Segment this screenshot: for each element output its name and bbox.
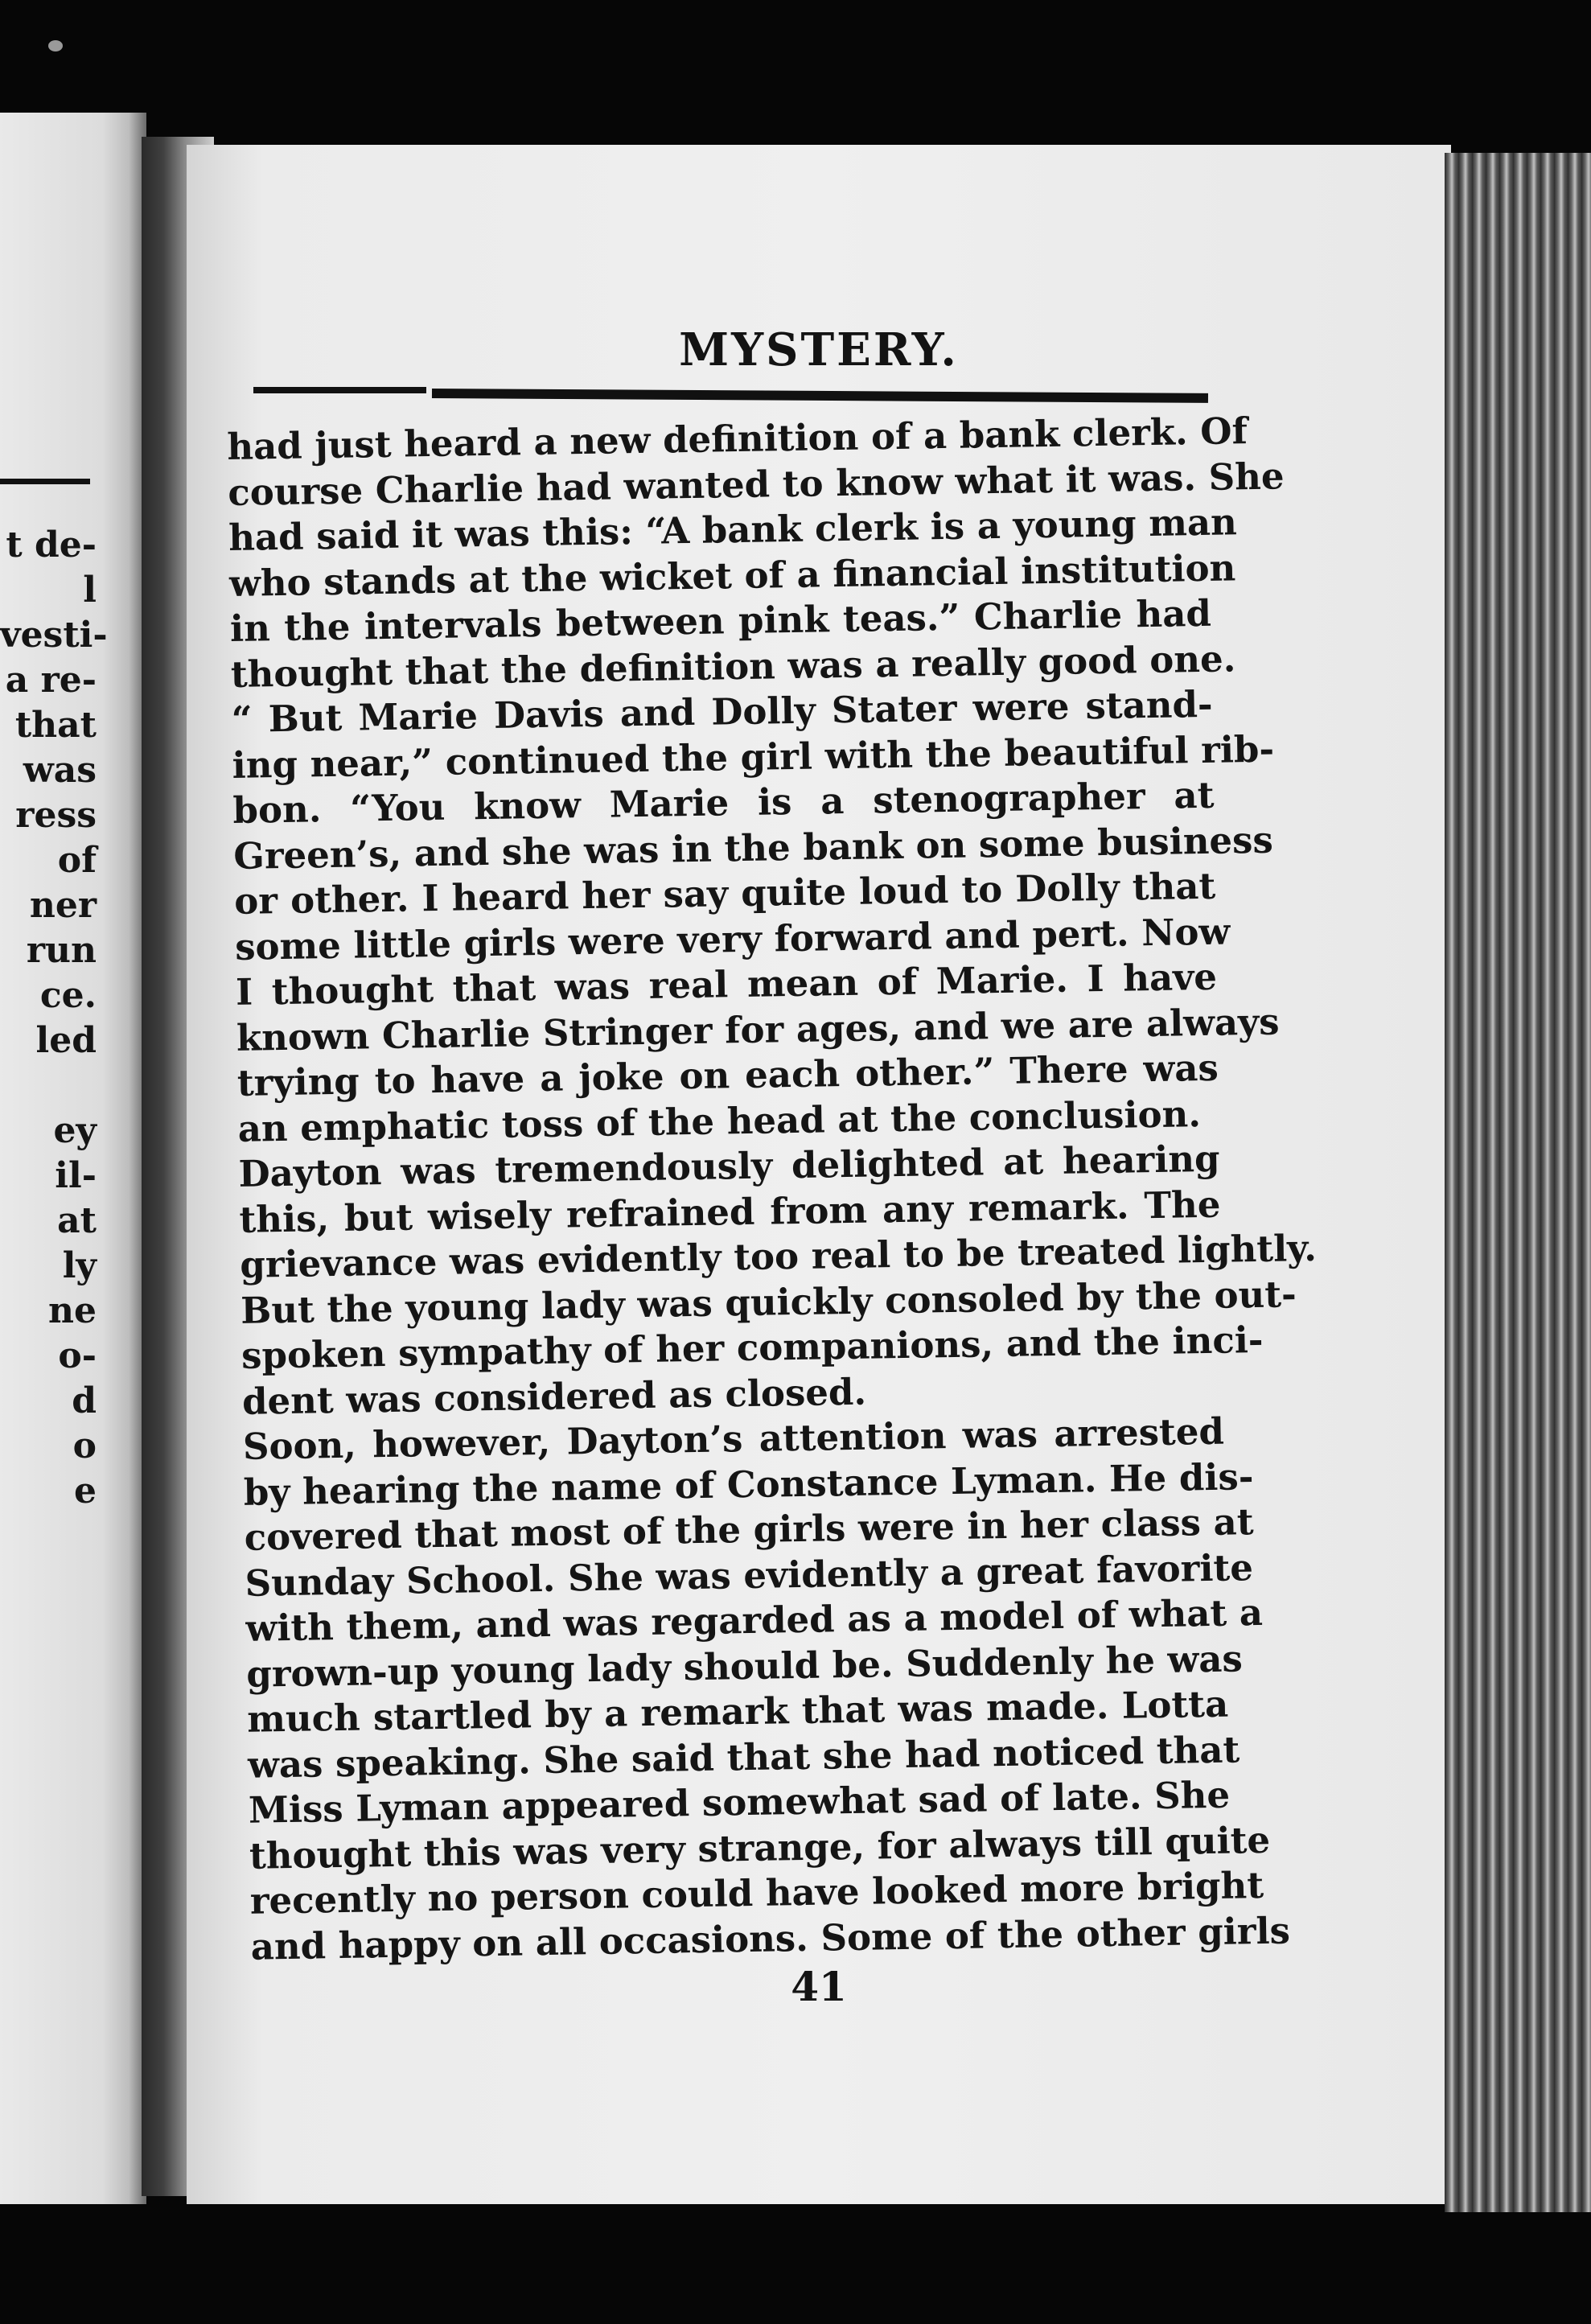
previous-page-fragment: o-	[58, 1335, 97, 1376]
text-line: in the intervals between pink teas.” Charlie had	[229, 591, 1212, 650]
previous-page-fragment: ce.	[39, 975, 97, 1016]
previous-page-fragment: ress	[15, 795, 97, 836]
previous-page-fragment: ner	[29, 885, 97, 926]
previous-page-fragment: il-	[55, 1155, 97, 1196]
text-line: this, but wisely refrained from any remark. The	[239, 1183, 1221, 1241]
text-line: Green’s, and she was in the bank on some business	[233, 818, 1274, 878]
text-line: grievance was evidently too real to be treated lightly.	[239, 1226, 1318, 1286]
previous-page-fragment: ly	[62, 1245, 97, 1286]
text-line: thought that the definition was a really good one.	[230, 636, 1236, 696]
previous-page-fragment: l	[83, 570, 97, 611]
previous-page-fragment: ne	[48, 1290, 97, 1331]
text-line: Soon, however, Dayton’s attention was arrested	[242, 1409, 1225, 1468]
text-line: was speaking. She said that she had noticed that	[247, 1727, 1240, 1787]
previous-page-fragment	[0, 1559, 97, 1604]
text-line: had just heard a new definition of a bank clerk. Of	[227, 409, 1248, 468]
previous-page-fragment: of	[57, 840, 97, 881]
text-line: I thought that was real mean of Marie. I have	[235, 955, 1218, 1014]
text-line: an emphatic toss of the head at the conclusion.	[237, 1092, 1202, 1150]
text-line: Sunday School. She was evidently a great favorite	[245, 1545, 1254, 1605]
text-line: dent was considered as closed.	[241, 1370, 867, 1423]
text-line: had said it was this: “A bank clerk is a young man	[228, 500, 1238, 559]
paragraph	[238, 1137, 1318, 1425]
previous-page-fragment: ey	[53, 1110, 97, 1151]
text-line: known Charlie Stringer for ages, and we are always	[236, 1000, 1280, 1059]
text-line: much startled by a remark that was made. Lotta	[246, 1682, 1229, 1741]
text-line: or other. I heard her say quite loud to Dolly that	[233, 864, 1216, 923]
previous-page-fragment: t de-	[6, 524, 97, 566]
paragraph	[231, 682, 1280, 1152]
text-line: thought this was very strange, for always till quite	[249, 1818, 1271, 1878]
text-line: spoken sympathy of her companions, and the inci-	[240, 1318, 1264, 1377]
previous-page-fragment: d	[72, 1380, 97, 1421]
text-line: Dayton was tremendously delighted at hearing	[238, 1137, 1220, 1195]
previous-page-text-fragments	[0, 523, 108, 1604]
previous-page-fragment: at	[57, 1200, 97, 1241]
previous-page-fragment	[0, 1063, 97, 1109]
text-line: and happy on all occasions. Some of the other girls	[250, 1908, 1291, 1968]
page-body-text	[227, 409, 1318, 1970]
page-edges	[1445, 153, 1591, 2212]
text-line: trying to have a joke on each other.” There was	[236, 1046, 1219, 1104]
text-line: grown-up young lady should be. Suddenly he was	[245, 1636, 1244, 1696]
text-line: bon. “You know Marie is a stenographer at	[232, 773, 1215, 832]
previous-page-fragment: vesti-	[0, 615, 108, 656]
text-line: with them, and was regarded as a model of what a	[245, 1590, 1264, 1650]
header-rule-short	[253, 387, 426, 393]
text-line: But the young lady was quickly consoled by the out-	[240, 1272, 1297, 1332]
dust-speck	[48, 40, 63, 51]
paragraph	[227, 409, 1285, 697]
previous-page-fragment: that	[14, 705, 97, 746]
text-line: by hearing the name of Constance Lyman. He dis-	[243, 1454, 1254, 1514]
previous-page-fragment: was	[23, 750, 97, 791]
text-line: course Charlie had wanted to know what it was. She	[227, 454, 1285, 514]
text-line: who stands at the wicket of a financial institution	[228, 545, 1236, 605]
previous-page-fragment: led	[35, 1020, 97, 1061]
text-line: “ But Marie Davis and Dolly Stater were stand-	[231, 682, 1214, 741]
text-line: ing near,” continued the girl with the beautiful rib-	[232, 727, 1275, 787]
paragraph	[242, 1409, 1291, 1970]
previous-page-rule	[0, 479, 90, 484]
previous-page-fragment: e	[74, 1470, 97, 1512]
page-number: 41	[791, 1963, 847, 2010]
previous-page-fragment: a re-	[5, 660, 97, 701]
previous-page-fragment: o	[72, 1425, 97, 1466]
running-head-title: MYSTERY.	[679, 323, 959, 376]
text-line: recently no person could have looked more bright	[249, 1863, 1264, 1923]
previous-page-fragment: run	[26, 930, 97, 971]
text-line: covered that most of the girls were in her class at	[244, 1500, 1254, 1559]
text-line: Miss Lyman appeared somewhat sad of late. She	[248, 1773, 1231, 1832]
previous-page	[0, 113, 146, 2204]
previous-page-fragment	[0, 1514, 97, 1559]
text-line: some little girls were very forward and pert. Now	[234, 909, 1231, 969]
